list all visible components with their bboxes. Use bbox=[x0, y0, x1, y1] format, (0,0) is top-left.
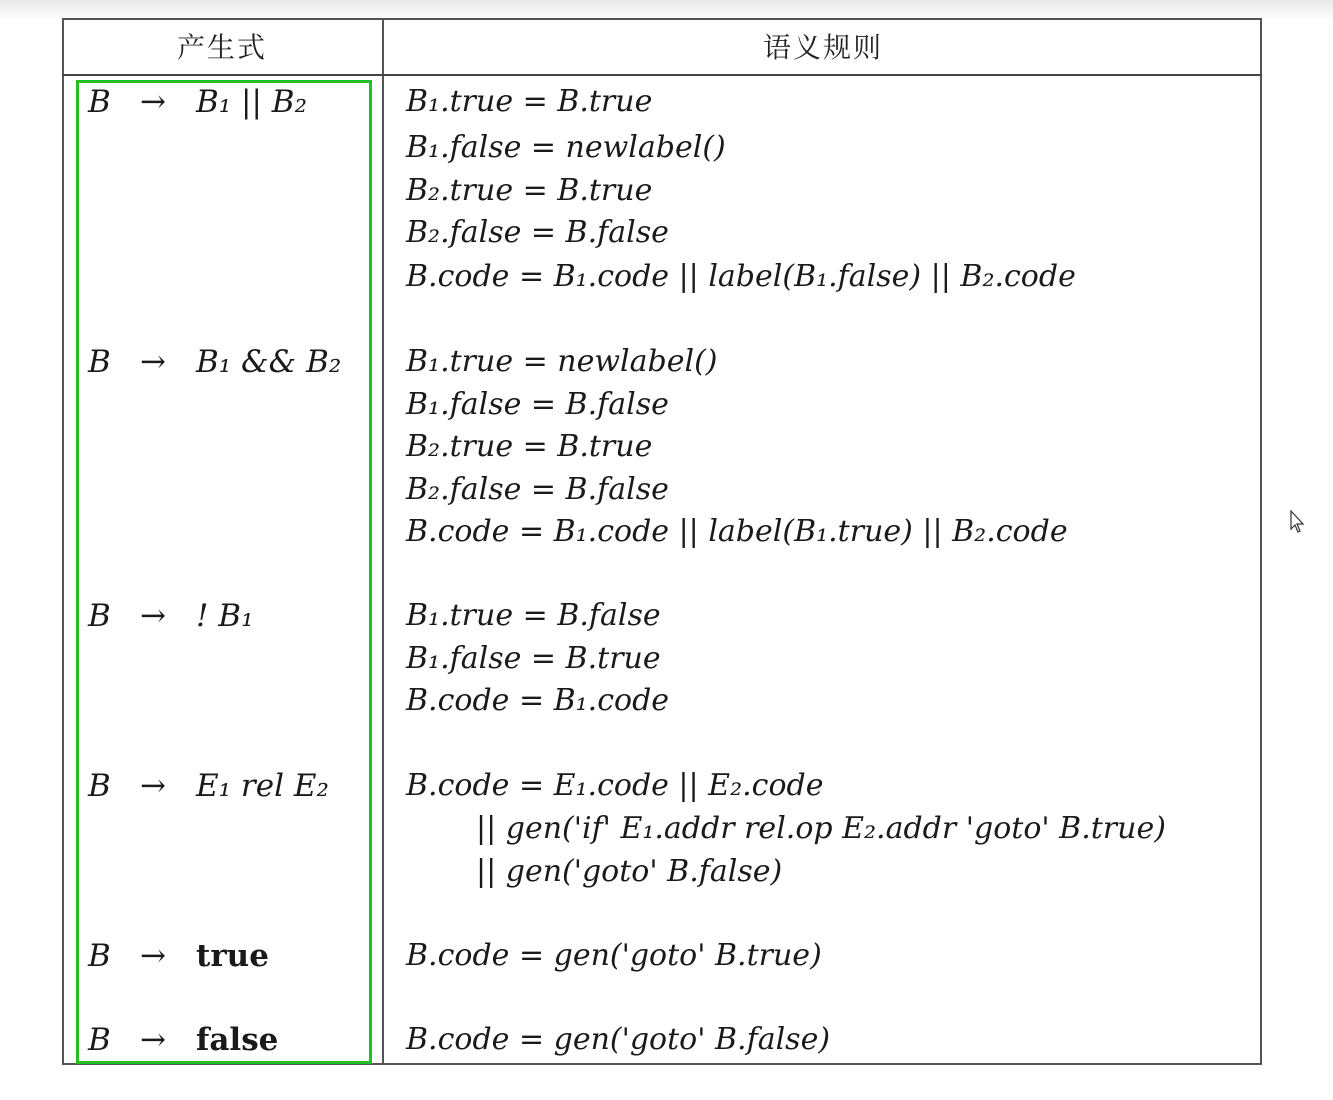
production-and bbox=[88, 344, 341, 380]
production-rhs: B₁ || B₂ bbox=[196, 84, 308, 120]
production-rhs: false bbox=[196, 1022, 279, 1058]
production-rhs: E₁ rel E₂ bbox=[196, 768, 329, 804]
production-lhs: B bbox=[88, 598, 111, 634]
rule-line: B₁.true = newlabel() bbox=[406, 344, 718, 379]
rule-line: B₂.false = B.false bbox=[406, 472, 669, 507]
rule-line: || gen('goto' B.false) bbox=[476, 854, 783, 889]
rule-line: B₁.true = B.false bbox=[406, 598, 661, 633]
rule-line: B₁.false = newlabel() bbox=[406, 130, 726, 165]
production-lhs: B bbox=[88, 768, 111, 804]
rules-column-header: 语义规则 bbox=[762, 31, 883, 64]
header-divider bbox=[62, 74, 1262, 76]
rule-line: || gen('if' E₁.addr rel.op E₂.addr 'goto' B.true) bbox=[476, 811, 1166, 846]
rule-line: B.code = E₁.code || E₂.code bbox=[406, 768, 824, 803]
rule-line: B₁.false = B.true bbox=[406, 641, 661, 676]
production-lhs: B bbox=[88, 344, 111, 380]
production-arrow: → bbox=[140, 598, 166, 634]
rule-line: B.code = B₁.code bbox=[406, 683, 670, 718]
production-column-header: 产生式 bbox=[176, 31, 267, 64]
rule-line: B₂.true = B.true bbox=[406, 173, 653, 208]
mouse-pointer-icon bbox=[1290, 510, 1306, 534]
production-arrow: → bbox=[140, 938, 166, 974]
rule-line: B₁.true = B.true bbox=[406, 84, 653, 119]
production-not bbox=[88, 598, 254, 634]
rule-line: B.code = gen('goto' B.false) bbox=[406, 1022, 831, 1057]
production-arrow: → bbox=[140, 84, 166, 120]
production-arrow: → bbox=[140, 768, 166, 804]
top-band bbox=[0, 0, 1333, 18]
production-lhs: B bbox=[88, 1022, 111, 1058]
column-divider bbox=[382, 18, 384, 1065]
rule-line: B₂.true = B.true bbox=[406, 429, 653, 464]
production-highlight-box bbox=[76, 80, 372, 1064]
rule-line: B.code = B₁.code || label(B₁.true) || B₂.code bbox=[406, 514, 1068, 549]
production-rhs: B₁ && B₂ bbox=[196, 344, 342, 380]
production-arrow: → bbox=[140, 344, 166, 380]
production-rhs: ! B₁ bbox=[196, 598, 254, 634]
production-arrow: → bbox=[140, 1022, 166, 1058]
production-lhs: B bbox=[88, 84, 111, 120]
rule-line: B.code = B₁.code || label(B₁.false) || B₂.code bbox=[406, 259, 1076, 294]
rule-line: B₁.false = B.false bbox=[406, 387, 669, 422]
rule-line: B.code = gen('goto' B.true) bbox=[406, 938, 822, 973]
production-rel bbox=[88, 768, 329, 804]
production-false bbox=[88, 1022, 278, 1058]
production-rhs: true bbox=[196, 938, 269, 974]
production-lhs: B bbox=[88, 938, 111, 974]
production-or bbox=[88, 84, 307, 120]
production-true bbox=[88, 938, 269, 974]
rule-line: B₂.false = B.false bbox=[406, 215, 669, 250]
